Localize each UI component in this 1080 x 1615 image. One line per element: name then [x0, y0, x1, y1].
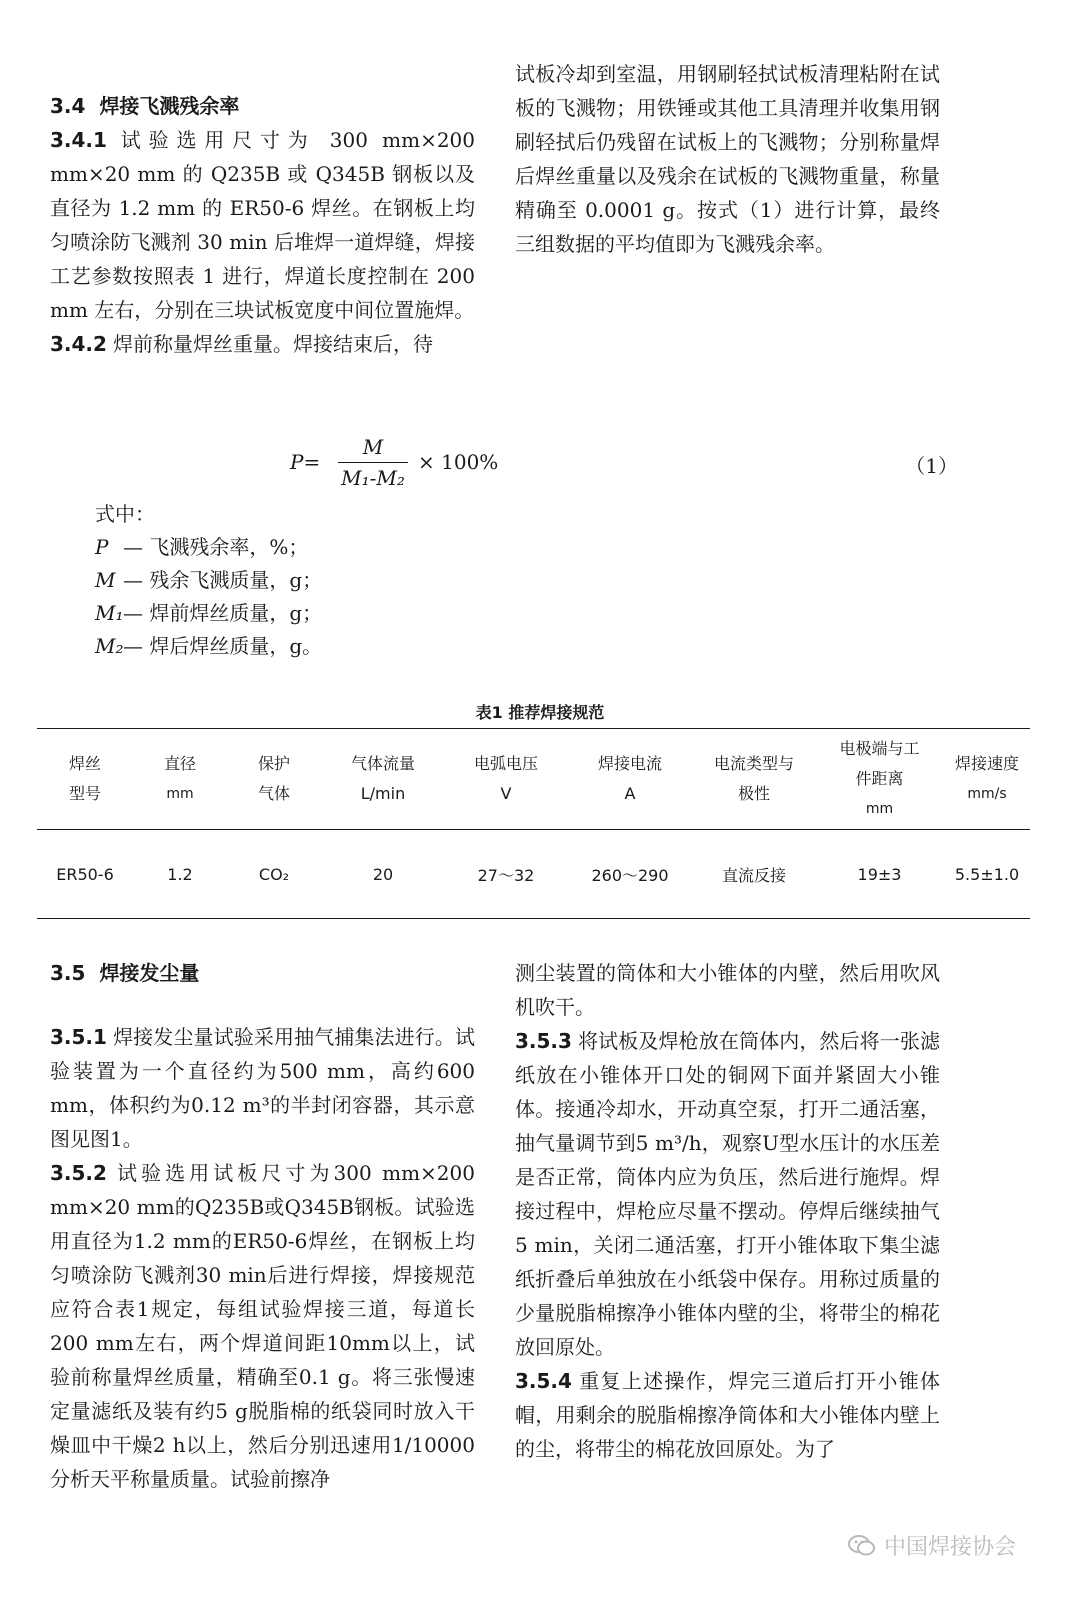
- table-title: 表1 推荐焊接规范: [475, 703, 605, 722]
- paragraph: [515, 1364, 940, 1466]
- legend-symbol: M₂: [95, 634, 124, 658]
- column-header: 保护 气体: [227, 729, 321, 830]
- welding-spec-table: [37, 728, 1030, 919]
- paragraph-continuation: 测尘装置的筒体和大小锥体的内壁，然后用吹风机吹干。: [515, 961, 940, 1019]
- section-3-4-right: [515, 57, 940, 261]
- legend-item: [95, 597, 322, 630]
- table-cell: 27～32: [445, 830, 567, 919]
- formula-numerator: M: [362, 435, 384, 459]
- column-header: 直径 mm: [133, 729, 227, 830]
- section-3-4-left: [50, 89, 475, 361]
- section-3-5-left: [50, 956, 475, 1496]
- paragraph-continuation: 试板冷却到室温，用钢刷轻拭试板清理粘附在试板的飞溅物；用铁锤或其他工具清理并收集用钢刷轻拭后仍残留在试板上的飞溅物；分别称量焊后焊丝重量以及残余在试板的飞溅物重量，称量精确至 0.0001 g。按式（1）进行计算，最终三组数据的平均值即为飞溅残余率。: [515, 62, 940, 256]
- section-heading: [50, 956, 475, 990]
- column-header: 电极端与工 件距离 mm: [815, 729, 944, 830]
- legend-symbol: M₁: [95, 601, 124, 625]
- legend-item: [95, 630, 322, 663]
- paragraph: [50, 327, 475, 361]
- paragraph-text: 焊前称量焊丝重量。焊接结束后，待: [112, 332, 433, 356]
- table-cell: 19±3: [815, 830, 944, 919]
- formula-rhs: × 100%: [418, 450, 499, 474]
- section-title: 焊接发尘量: [99, 961, 200, 985]
- section-heading: [50, 89, 475, 123]
- section-number: 3.4: [50, 94, 86, 118]
- equation-number: （1）: [905, 454, 958, 478]
- paragraph: [515, 1024, 940, 1364]
- legend-item: [95, 531, 322, 564]
- paragraph: [50, 1020, 475, 1156]
- table-cell: 直流反接: [693, 830, 815, 919]
- clause-number: 3.4.1: [50, 128, 107, 152]
- table-header-row: [37, 729, 1030, 830]
- section-3-5-right: [515, 956, 940, 1466]
- legend-symbol: M: [95, 568, 116, 592]
- formula-lhs: P=: [290, 450, 321, 474]
- paragraph-text: 试验选用试板尺寸为300 mm×200 mm×20 mm的Q235B或Q345B钢板。试验选用直径为1.2 mm的ER50-6焊丝，在钢板上均匀喷涂防飞溅剂30 min后进行焊接，焊接规范应符合表1规定，每组试验焊接三道，每道长200 mm左右，两个焊道间距10mm以上，试验前称量焊丝质量，精确至0.1 g。将三张慢速定量滤纸及装有约5 g脱脂棉的纸袋同时放入干燥皿中干燥2 h以上，然后分别迅速用1/10000分析天平称量质量。试验前擦净: [50, 1161, 475, 1491]
- formula: [290, 436, 550, 496]
- legend-desc: — 焊前焊丝质量，g；: [123, 601, 323, 625]
- clause-number: 3.5.4: [515, 1369, 572, 1393]
- wechat-icon: [848, 1534, 876, 1558]
- table-cell: 260～290: [567, 830, 693, 919]
- watermark-text: 中国焊接协会: [883, 1535, 1016, 1560]
- column-header: 焊丝 型号: [37, 729, 133, 830]
- paragraph: [50, 1156, 475, 1496]
- formula-denominator: M₁-M₂: [341, 466, 405, 490]
- paragraph: [50, 123, 475, 327]
- legend-desc: — 飞溅残余率，%；: [123, 535, 309, 559]
- table-cell: 1.2: [133, 830, 227, 919]
- section-number: 3.5: [50, 961, 86, 985]
- formula-legend: [95, 498, 322, 663]
- clause-number: 3.5.3: [515, 1029, 572, 1053]
- paragraph-text: 焊接发尘量试验采用抽气捕集法进行。试验装置为一个直径约为500 mm，高约600 mm，体积约为0.12 m³的半封闭容器，其示意图见图1。: [50, 1025, 475, 1151]
- column-header: 焊接电流 A: [567, 729, 693, 830]
- watermark: [848, 1530, 1016, 1561]
- table-cell: 5.5±1.0: [944, 830, 1030, 919]
- legend-intro: 式中：: [95, 502, 155, 526]
- clause-number: 3.5.2: [50, 1161, 107, 1185]
- table-cell: CO₂: [227, 830, 321, 919]
- column-header: 电流类型与 极性: [693, 729, 815, 830]
- column-header: 电弧电压 V: [445, 729, 567, 830]
- clause-number: 3.4.2: [50, 332, 107, 356]
- legend-desc: — 焊后焊丝质量，g。: [123, 634, 323, 658]
- clause-number: 3.5.1: [50, 1025, 107, 1049]
- legend-symbol: P: [95, 535, 109, 559]
- legend-item: [95, 564, 322, 597]
- column-header: 气体流量 L/min: [321, 729, 445, 830]
- table-cell: ER50-6: [37, 830, 133, 919]
- paragraph-text: 将试板及焊枪放在筒体内，然后将一张滤纸放在小锥体开口处的铜网下面并紧固大小锥体。接通冷却水，开动真空泵，打开二通活塞，抽气量调节到5 m³/h，观察U型水压计的水压差是否正常，筒体内应为负压，然后进行施焊。焊接过程中，焊枪应尽量不摆动。停焊后继续抽气5 min，关闭二通活塞，打开小锥体取下集尘滤纸折叠后单独放在小纸袋中保存。用称过质量的少量脱脂棉擦净小锥体内壁的尘，将带尘的棉花放回原处。: [515, 1029, 940, 1359]
- formula-fraction: [338, 436, 408, 489]
- section-title: 焊接飞溅残余率: [99, 94, 240, 118]
- fraction-bar: [338, 462, 408, 463]
- paragraph-text: 试验选用尺寸为 300 mm×200 mm×20 mm 的 Q235B 或 Q345B 钢板以及直径为 1.2 mm 的 ER50-6 焊丝。在钢板上均匀喷涂防飞溅剂 30 min 后堆焊一道焊缝，焊接工艺参数按照表 1 进行，焊道长度控制在 200 mm 左右，分别在三块试板宽度中间位置施焊。: [50, 128, 475, 322]
- legend-desc: — 残余飞溅质量，g；: [123, 568, 323, 592]
- table-cell: 20: [321, 830, 445, 919]
- column-header: 焊接速度 mm/s: [944, 729, 1030, 830]
- paragraph-text: 重复上述操作，焊完三道后打开小锥体帽，用剩余的脱脂棉擦净筒体和大小锥体内壁上的尘，将带尘的棉花放回原处。为了: [515, 1369, 940, 1461]
- table-row: [37, 830, 1030, 919]
